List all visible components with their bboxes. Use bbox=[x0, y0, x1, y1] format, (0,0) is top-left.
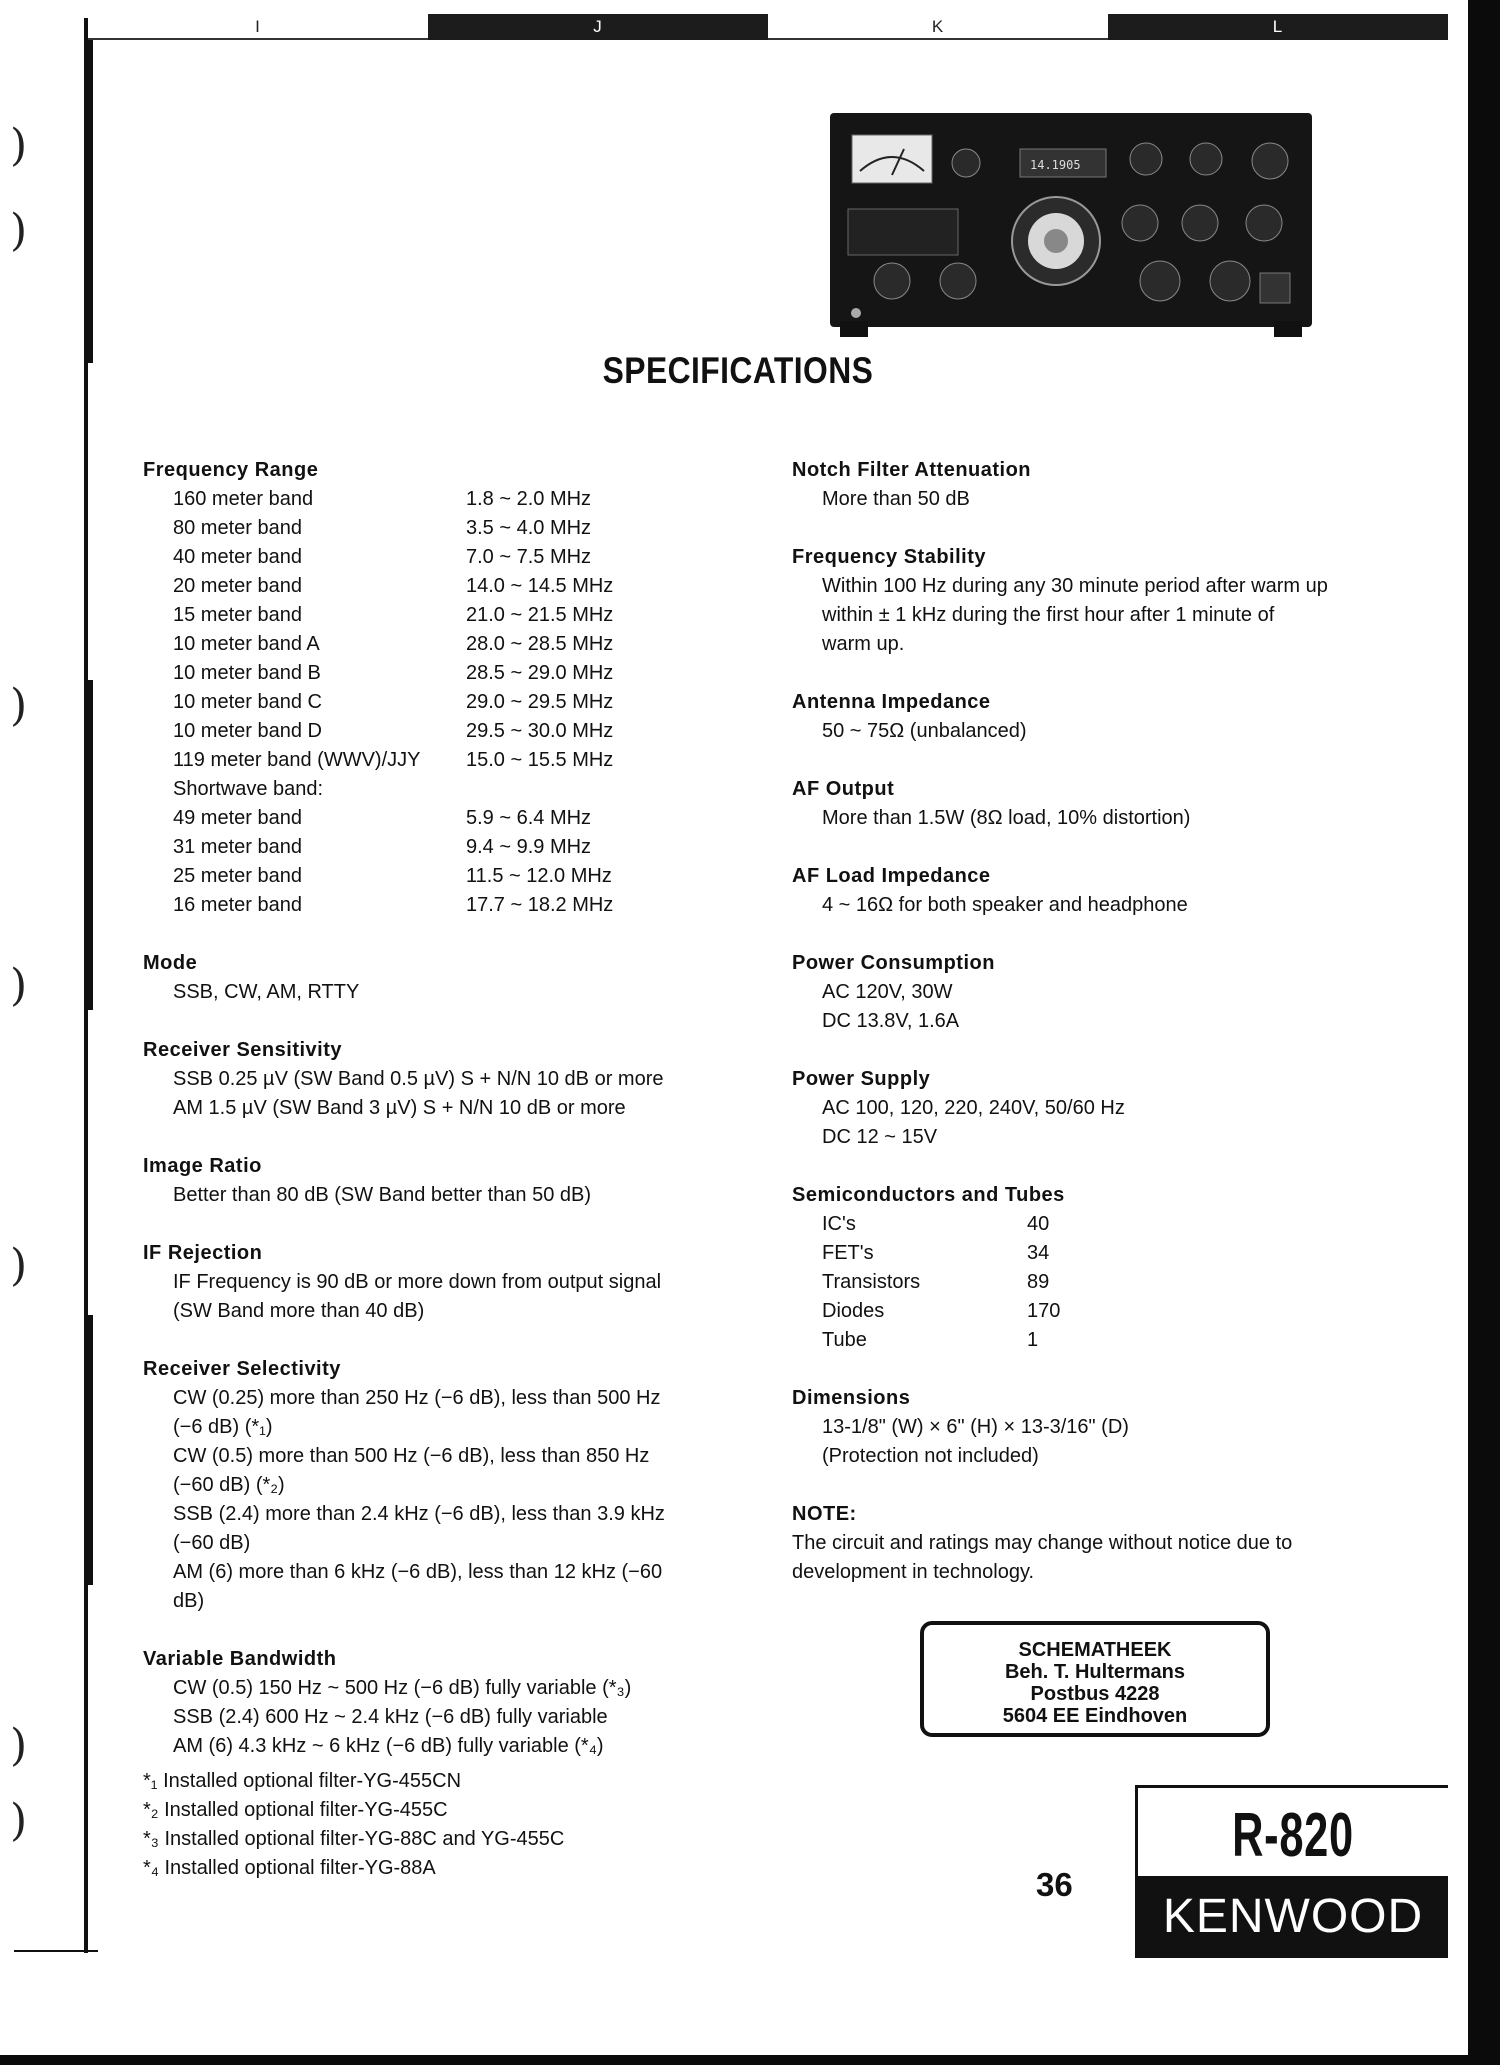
ruler-cell: J bbox=[428, 14, 768, 40]
spec-line: More than 1.5W (8Ω load, 10% distortion) bbox=[822, 807, 1191, 829]
band-range: 1.8 ~ 2.0 MHz bbox=[466, 488, 592, 510]
spec-line: (SW Band more than 40 dB) bbox=[173, 1300, 425, 1322]
note-block bbox=[792, 1500, 1412, 1587]
spec-line: More than 50 dB bbox=[822, 488, 970, 510]
note-heading: NOTE: bbox=[792, 1503, 857, 1525]
spec-power-supply bbox=[792, 1065, 1412, 1152]
spec-line: CW (0.5) 150 Hz ~ 500 Hz (−6 dB) fully variable (*₃) bbox=[173, 1677, 632, 1699]
semi-row bbox=[822, 1239, 1412, 1268]
freq-row bbox=[173, 804, 743, 833]
freq-row bbox=[173, 746, 743, 775]
section-heading: Dimensions bbox=[792, 1387, 911, 1409]
band-range: 7.0 ~ 7.5 MHz bbox=[466, 546, 592, 568]
section-heading: Antenna Impedance bbox=[792, 691, 991, 713]
band-range: 28.5 ~ 29.0 MHz bbox=[466, 662, 614, 684]
semi-count: 1 bbox=[1027, 1329, 1039, 1351]
spec-line: SSB 0.25 µV (SW Band 0.5 µV) S + N/N 10 dB or more bbox=[173, 1068, 664, 1090]
ruler-cell: L bbox=[1108, 14, 1448, 40]
spec-power-consumption bbox=[792, 949, 1412, 1036]
spec-line: IF Frequency is 90 dB or more down from output signal bbox=[173, 1271, 662, 1293]
band-name: 10 meter band D bbox=[173, 720, 322, 742]
section-heading: Variable Bandwidth bbox=[143, 1648, 337, 1670]
binding-mark bbox=[84, 680, 93, 1010]
semi-name: Transistors bbox=[822, 1271, 921, 1293]
footnote: *₄ Installed optional filter-YG-88A bbox=[143, 1857, 436, 1879]
band-range: 9.4 ~ 9.9 MHz bbox=[466, 836, 592, 858]
spec-line: within ± 1 kHz during the first hour after 1 minute of bbox=[822, 604, 1275, 626]
page-edge-right bbox=[1468, 0, 1500, 2065]
spec-line: warm up. bbox=[822, 633, 905, 655]
section-heading: Notch Filter Attenuation bbox=[792, 459, 1032, 481]
band-range: 29.5 ~ 30.0 MHz bbox=[466, 720, 614, 742]
ruler-cell: K bbox=[768, 14, 1108, 40]
band-name: 40 meter band bbox=[173, 546, 302, 568]
band-range: 5.9 ~ 6.4 MHz bbox=[466, 807, 592, 829]
band-name: 20 meter band bbox=[173, 575, 302, 597]
section-heading: Frequency Range bbox=[143, 459, 319, 481]
spec-frequency-range bbox=[143, 456, 743, 920]
section-heading: Receiver Sensitivity bbox=[143, 1039, 342, 1061]
section-heading: AF Output bbox=[792, 778, 895, 800]
freq-row bbox=[173, 891, 743, 920]
spec-line: 13-1/8" (W) × 6" (H) × 13-3/16" (D) bbox=[822, 1416, 1129, 1438]
model-name: R-820 bbox=[1232, 1801, 1354, 1870]
semi-row bbox=[822, 1297, 1412, 1326]
spec-antenna-impedance bbox=[792, 688, 1412, 746]
band-name: 25 meter band bbox=[173, 865, 302, 887]
spec-line: (−6 dB) (*₁) bbox=[173, 1416, 273, 1438]
freq-row bbox=[173, 688, 743, 717]
stamp-line: SCHEMATHEEK bbox=[1018, 1639, 1172, 1661]
binding-mark bbox=[84, 18, 93, 363]
freq-row bbox=[173, 514, 743, 543]
spec-if-rejection bbox=[143, 1239, 743, 1326]
semi-row bbox=[822, 1210, 1412, 1239]
band-name: Shortwave band: bbox=[173, 778, 324, 800]
section-heading: Semiconductors and Tubes bbox=[792, 1184, 1065, 1206]
spec-line: (−60 dB) bbox=[173, 1532, 251, 1554]
band-range: 3.5 ~ 4.0 MHz bbox=[466, 517, 592, 539]
band-name: 49 meter band bbox=[173, 807, 302, 829]
spec-receiver-selectivity bbox=[143, 1355, 743, 1616]
band-range: 15.0 ~ 15.5 MHz bbox=[466, 749, 614, 771]
svg-text:14.1905: 14.1905 bbox=[1030, 158, 1081, 172]
stamp-line: 5604 EE Eindhoven bbox=[1002, 1705, 1188, 1727]
spec-semiconductors bbox=[792, 1181, 1412, 1355]
brand-logo: KENWOOD bbox=[1138, 1876, 1448, 1958]
semi-count: 40 bbox=[1027, 1213, 1050, 1235]
page-number: 36 bbox=[1036, 1866, 1073, 1903]
page-edge-bottom bbox=[0, 2055, 1500, 2065]
column-ruler bbox=[88, 14, 1448, 40]
semi-row bbox=[822, 1268, 1412, 1297]
stamp-line: Postbus 4228 bbox=[1030, 1683, 1160, 1705]
footnotes bbox=[143, 1767, 743, 1883]
spec-af-load bbox=[792, 862, 1412, 920]
band-name: 10 meter band B bbox=[173, 662, 321, 684]
freq-row bbox=[173, 833, 743, 862]
note-line: The circuit and ratings may change without notice due to bbox=[792, 1532, 1293, 1554]
footnote: *₁ Installed optional filter-YG-455CN bbox=[143, 1770, 462, 1792]
band-range: 14.0 ~ 14.5 MHz bbox=[466, 575, 614, 597]
punch-mark: ) bbox=[10, 1720, 28, 1771]
freq-row bbox=[173, 775, 743, 804]
spec-line: SSB (2.4) more than 2.4 kHz (−6 dB), less than 3.9 kHz bbox=[173, 1503, 665, 1525]
band-range: 21.0 ~ 21.5 MHz bbox=[466, 604, 614, 626]
freq-row bbox=[173, 485, 743, 514]
library-stamp bbox=[920, 1621, 1270, 1737]
band-name: 119 meter band (WWV)/JJY bbox=[173, 749, 421, 771]
spec-mode bbox=[143, 949, 743, 1007]
freq-row bbox=[173, 543, 743, 572]
ruler-cell: I bbox=[88, 14, 428, 40]
punch-mark: ) bbox=[10, 120, 28, 171]
punch-mark: ) bbox=[10, 1795, 28, 1846]
freq-row bbox=[173, 717, 743, 746]
spec-image-ratio bbox=[143, 1152, 743, 1210]
spec-variable-bandwidth bbox=[143, 1645, 743, 1761]
spec-line: AM 1.5 µV (SW Band 3 µV) S + N/N 10 dB or more bbox=[173, 1097, 626, 1119]
footnote: *₂ Installed optional filter-YG-455C bbox=[143, 1799, 448, 1821]
brand-block bbox=[1135, 1785, 1448, 1958]
section-heading: AF Load Impedance bbox=[792, 865, 991, 887]
receiver-photo bbox=[830, 113, 1312, 337]
section-heading: Image Ratio bbox=[143, 1155, 262, 1177]
semi-name: FET's bbox=[822, 1242, 874, 1264]
band-name: 10 meter band A bbox=[173, 633, 320, 655]
spec-line: 4 ~ 16Ω for both speaker and headphone bbox=[822, 894, 1188, 916]
spec-line: CW (0.25) more than 250 Hz (−6 dB), less than 500 Hz bbox=[173, 1387, 661, 1409]
spec-af-output bbox=[792, 775, 1412, 833]
page-title: SPECIFICATIONS bbox=[602, 350, 874, 391]
spec-line: SSB, CW, AM, RTTY bbox=[173, 981, 360, 1003]
spec-line: Within 100 Hz during any 30 minute period after warm up bbox=[822, 575, 1328, 597]
section-heading: Power Supply bbox=[792, 1068, 931, 1090]
spec-line: SSB (2.4) 600 Hz ~ 2.4 kHz (−6 dB) fully variable bbox=[173, 1706, 608, 1728]
spec-line: DC 13.8V, 1.6A bbox=[822, 1010, 960, 1032]
band-name: 160 meter band bbox=[173, 488, 314, 510]
freq-row bbox=[173, 862, 743, 891]
spec-line: (−60 dB) (*₂) bbox=[173, 1474, 285, 1496]
stamp-line: Beh. T. Hultermans bbox=[1004, 1661, 1186, 1683]
semi-count: 170 bbox=[1027, 1300, 1061, 1322]
punch-mark: ) bbox=[10, 1240, 28, 1291]
band-name: 31 meter band bbox=[173, 836, 302, 858]
band-range: 28.0 ~ 28.5 MHz bbox=[466, 633, 614, 655]
band-range: 17.7 ~ 18.2 MHz bbox=[466, 894, 614, 916]
spec-line: AM (6) 4.3 kHz ~ 6 kHz (−6 dB) fully variable (*₄) bbox=[173, 1735, 604, 1757]
semi-count: 34 bbox=[1027, 1242, 1050, 1264]
right-column bbox=[792, 456, 1412, 1616]
freq-row bbox=[173, 601, 743, 630]
spec-line: AM (6) more than 6 kHz (−6 dB), less than 12 kHz (−60 bbox=[173, 1561, 663, 1583]
spec-line: Better than 80 dB (SW Band better than 50 dB) bbox=[173, 1184, 592, 1206]
section-heading: Frequency Stability bbox=[792, 546, 986, 568]
left-column bbox=[143, 456, 743, 1883]
semi-name: Tube bbox=[822, 1329, 867, 1351]
spec-line: CW (0.5) more than 500 Hz (−6 dB), less than 850 Hz bbox=[173, 1445, 650, 1467]
bottom-rule bbox=[14, 1950, 98, 1952]
band-name: 16 meter band bbox=[173, 894, 302, 916]
band-name: 15 meter band bbox=[173, 604, 302, 626]
spec-line: (Protection not included) bbox=[822, 1445, 1039, 1467]
semi-name: IC's bbox=[822, 1213, 856, 1235]
footnote: *₃ Installed optional filter-YG-88C and YG-455C bbox=[143, 1828, 565, 1850]
spec-line: AC 100, 120, 220, 240V, 50/60 Hz bbox=[822, 1097, 1125, 1119]
binding-mark bbox=[84, 1315, 93, 1585]
section-heading: IF Rejection bbox=[143, 1242, 263, 1264]
semi-row bbox=[822, 1326, 1412, 1355]
band-range: 11.5 ~ 12.0 MHz bbox=[466, 865, 612, 887]
punch-mark: ) bbox=[10, 205, 28, 256]
section-heading: Power Consumption bbox=[792, 952, 995, 974]
spec-line: AC 120V, 30W bbox=[822, 981, 953, 1003]
spec-dimensions bbox=[792, 1384, 1412, 1471]
freq-row bbox=[173, 659, 743, 688]
section-heading: Mode bbox=[143, 952, 198, 974]
section-heading: Receiver Selectivity bbox=[143, 1358, 341, 1380]
freq-row bbox=[173, 572, 743, 601]
band-name: 10 meter band C bbox=[173, 691, 322, 713]
spec-line: dB) bbox=[173, 1590, 205, 1612]
punch-mark: ) bbox=[10, 960, 28, 1011]
band-name: 80 meter band bbox=[173, 517, 302, 539]
punch-mark: ) bbox=[10, 680, 28, 731]
spec-notch-filter bbox=[792, 456, 1412, 514]
semi-count: 89 bbox=[1027, 1271, 1050, 1293]
semi-name: Diodes bbox=[822, 1300, 885, 1322]
spec-frequency-stability bbox=[792, 543, 1412, 659]
freq-row bbox=[173, 630, 743, 659]
band-range: 29.0 ~ 29.5 MHz bbox=[466, 691, 614, 713]
spec-line: DC 12 ~ 15V bbox=[822, 1126, 938, 1148]
spec-receiver-sensitivity bbox=[143, 1036, 743, 1123]
note-line: development in technology. bbox=[792, 1561, 1035, 1583]
spec-line: 50 ~ 75Ω (unbalanced) bbox=[822, 720, 1027, 742]
